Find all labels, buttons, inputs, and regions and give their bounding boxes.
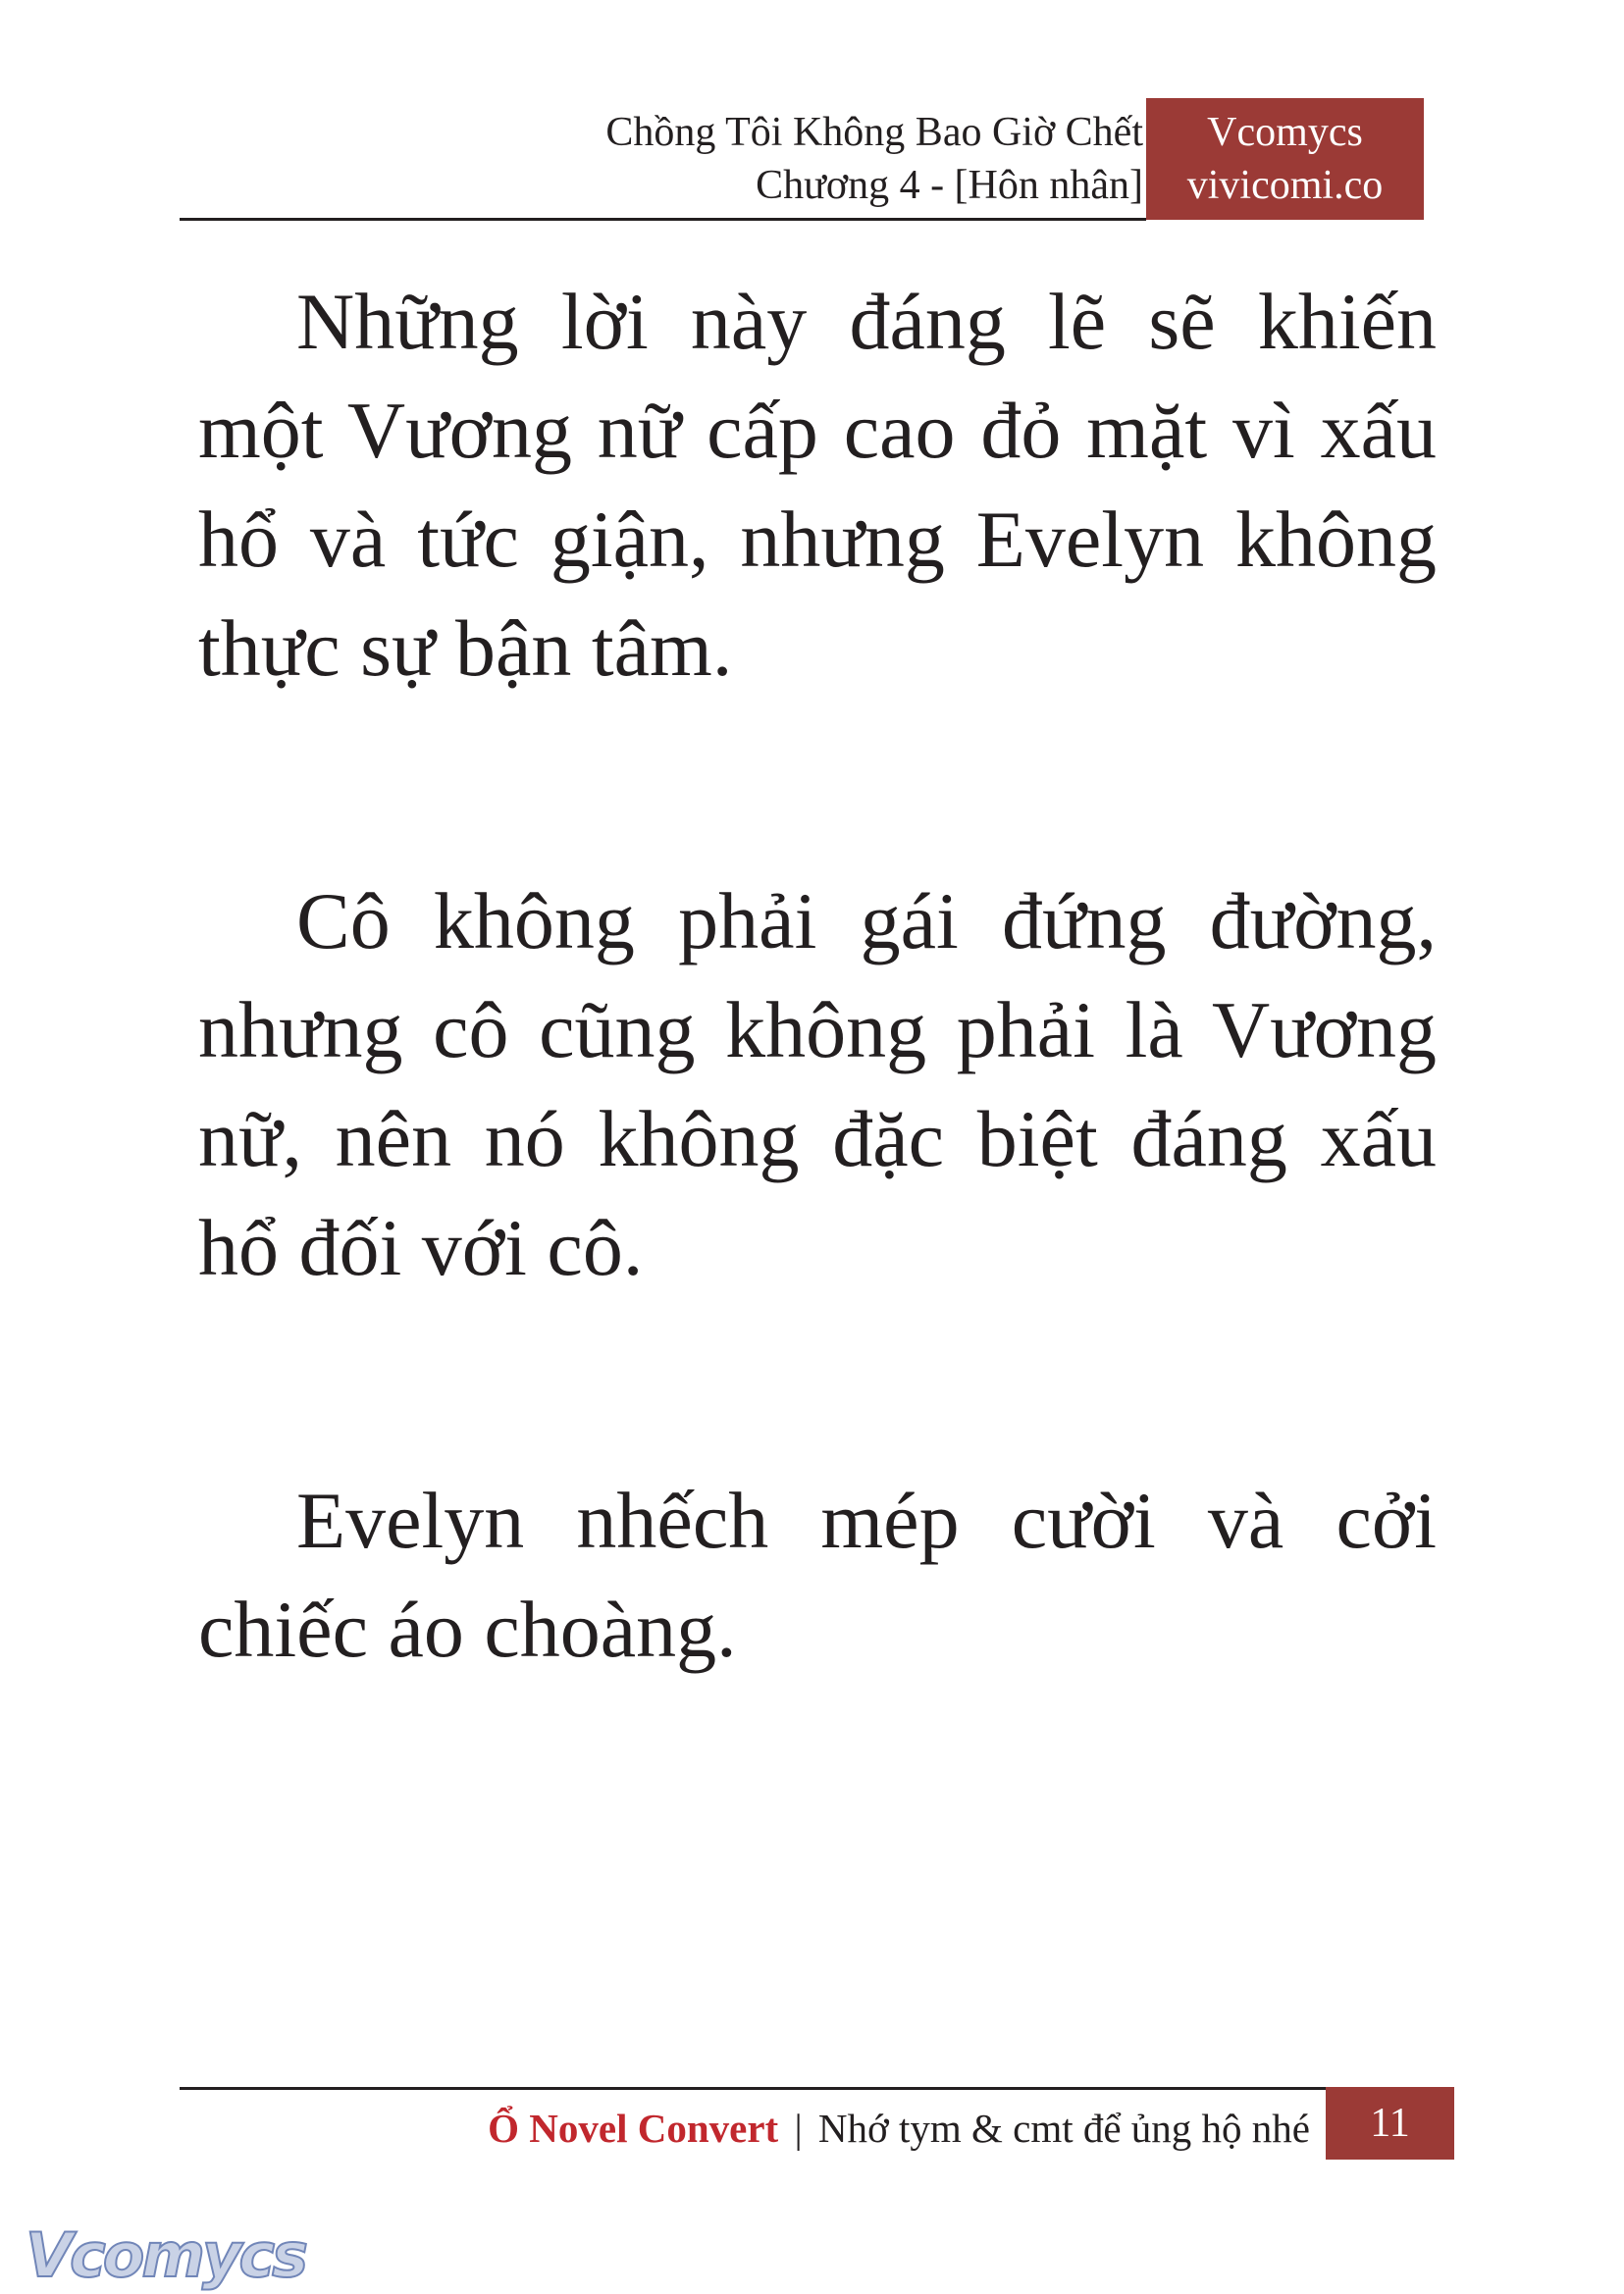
site-url: vivicomi.co [1186, 163, 1384, 208]
page-number: 11 [1326, 2087, 1454, 2160]
site-name: Vcomycs [1207, 110, 1363, 155]
footer-message: Nhớ tym & cmt để ủng hộ nhé [817, 2106, 1310, 2151]
paragraph: Cô không phải gái đứng đường, nhưng cô cũng không phải là Vương nữ, nên nó không đặc biệt đáng xấu hổ đối với cô. [198, 876, 1437, 1292]
footer-divider [180, 2087, 1326, 2090]
paragraph: Những lời này đáng lẽ sẽ khiến một Vương nữ cấp cao đỏ mặt vì xấu hổ và tức giận, nhưng Evelyn không thực sự bận tâm. [198, 277, 1437, 693]
footer-separator: | [794, 2106, 803, 2151]
watermark-logo: Vcomycs [26, 2219, 306, 2291]
running-header [605, 106, 1143, 212]
paragraph: Evelyn nhếch mép cười và cởi chiếc áo choàng. [198, 1476, 1437, 1674]
chapter-body [198, 267, 1437, 1848]
footer-line [488, 2101, 1310, 2156]
site-badge [1146, 98, 1424, 220]
book-title: Chồng Tôi Không Bao Giờ Chết [605, 110, 1143, 155]
header-divider [180, 218, 1146, 221]
footer-brand: Ổ Novel Convert [488, 2106, 779, 2151]
chapter-title: Chương 4 - [Hôn nhân] [756, 163, 1143, 208]
